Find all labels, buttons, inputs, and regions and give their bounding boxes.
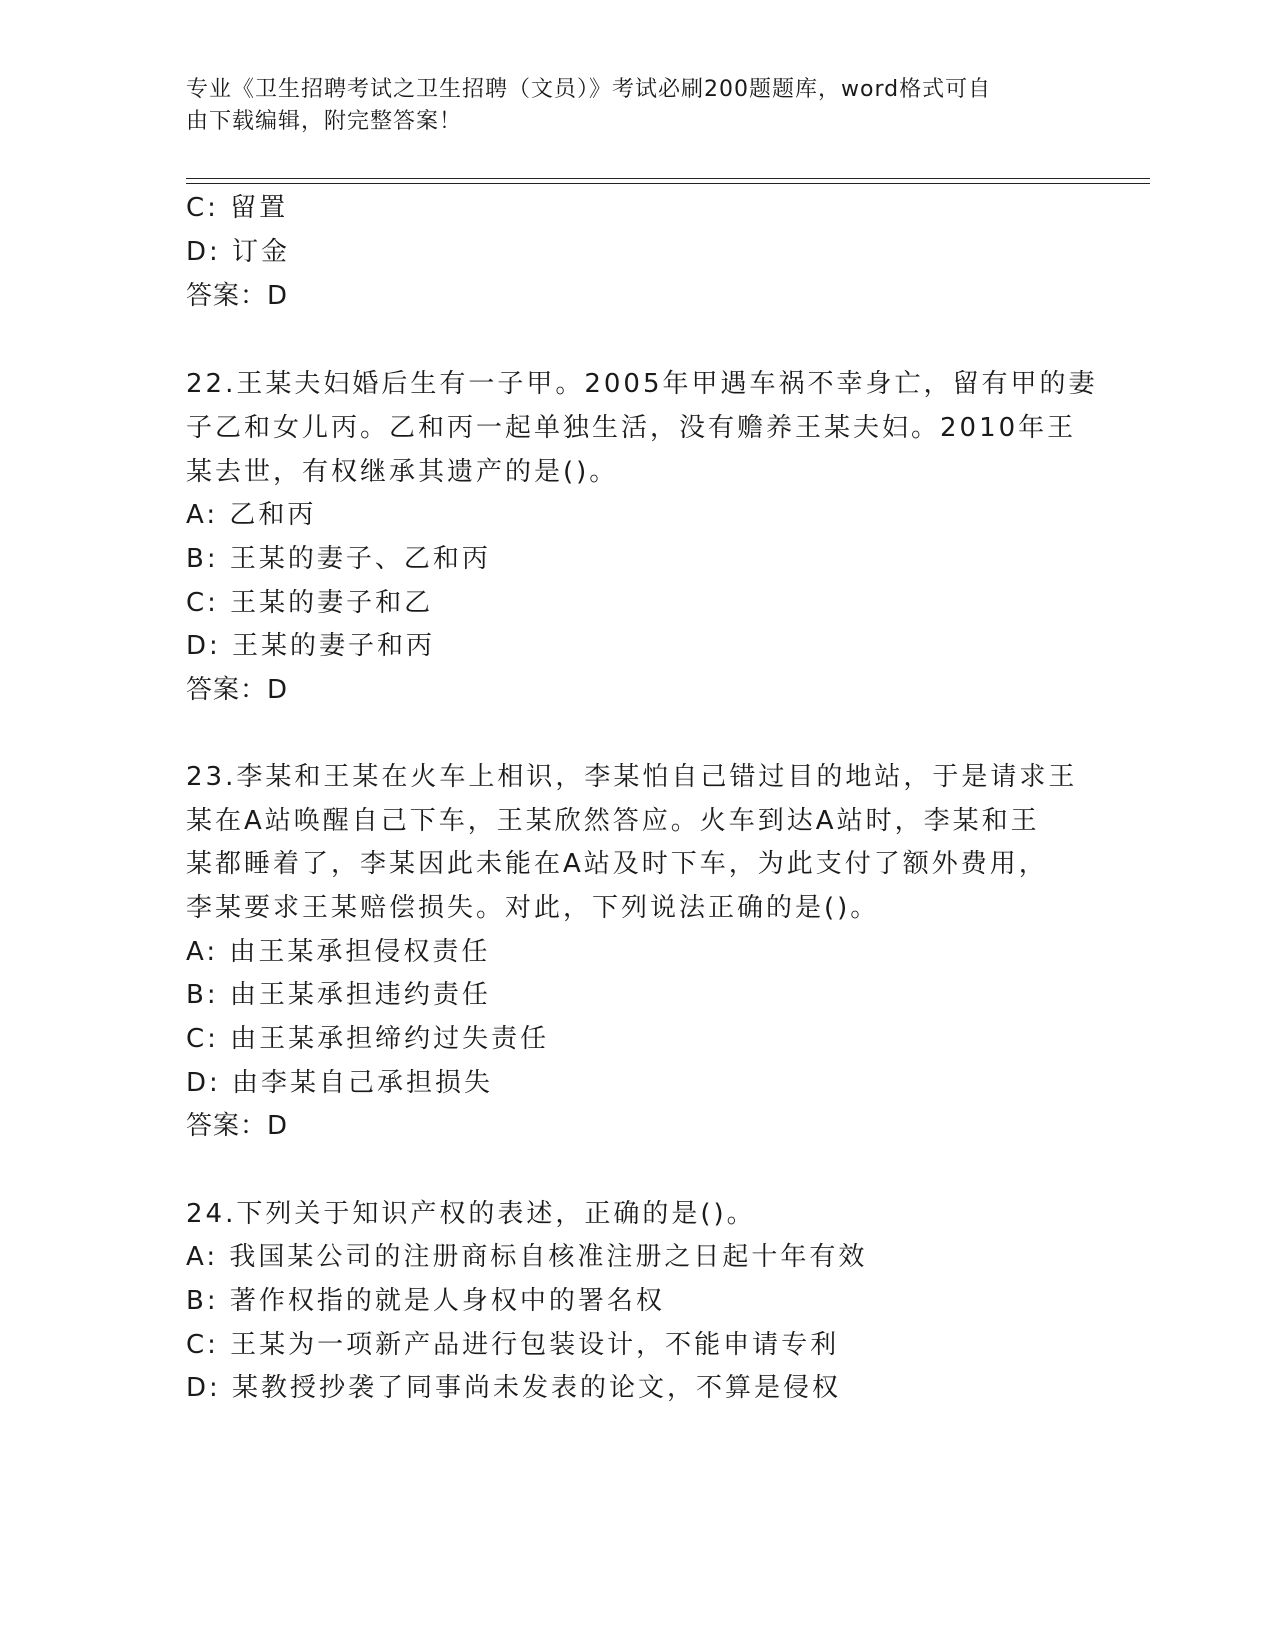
q22-answer: 答案：D <box>186 675 289 705</box>
q23-stem-line-2: 某在A站唤醒自己下车，王某欣然答应。火车到达A站时，李某和王 <box>186 806 1040 836</box>
q21-option-d: D: 订金 <box>186 237 291 267</box>
q21-option-c: C: 留置 <box>186 193 289 223</box>
q23-stem-line-1: 23.李某和王某在火车上相识，李某怕自己错过目的地站，于是请求王 <box>186 762 1078 792</box>
q24-stem-line-1: 24.下列关于知识产权的表述，正确的是()。 <box>186 1199 756 1229</box>
q23-option-a: A: 由王某承担侵权责任 <box>186 937 491 967</box>
q22-option-d: D: 王某的妻子和丙 <box>186 631 436 661</box>
q24-option-d: D: 某教授抄袭了同事尚未发表的论文，不算是侵权 <box>186 1373 842 1403</box>
q24-option-b: B: 著作权指的就是人身权中的署名权 <box>186 1286 665 1316</box>
q23-option-d: D: 由李某自己承担损失 <box>186 1068 494 1098</box>
q22-option-a: A: 乙和丙 <box>186 500 317 530</box>
q23-answer: 答案：D <box>186 1111 289 1141</box>
page-header <box>186 74 1066 138</box>
header-line-1: 专业《卫生招聘考试之卫生招聘（文员）》考试必刷200题题库，word格式可自 <box>186 77 992 102</box>
header-divider-bottom <box>186 183 1150 184</box>
q23-option-c: C: 由王某承担缔约过失责任 <box>186 1024 550 1054</box>
q23-stem-line-4: 李某要求王某赔偿损失。对此，下列说法正确的是()。 <box>186 893 880 923</box>
q23-stem-line-3: 某都睡着了，李某因此未能在A站及时下车，为此支付了额外费用， <box>186 849 1048 879</box>
q22-stem-line-1: 22.王某夫妇婚后生有一子甲。2005年甲遇车祸不幸身亡，留有甲的妻 <box>186 369 1098 399</box>
q22-stem-line-3: 某去世，有权继承其遗产的是()。 <box>186 457 619 487</box>
q22-stem-line-2: 子乙和女儿丙。乙和丙一起单独生活，没有赡养王某夫妇。2010年王 <box>186 413 1077 443</box>
q22-option-c: C: 王某的妻子和乙 <box>186 588 434 618</box>
header-divider-top <box>186 178 1150 179</box>
q23-option-b: B: 由王某承担违约责任 <box>186 980 491 1010</box>
q24-option-a: A: 我国某公司的注册商标自核准注册之日起十年有效 <box>186 1242 868 1272</box>
header-line-2: 由下载编辑，附完整答案！ <box>186 109 463 134</box>
q24-option-c: C: 王某为一项新产品进行包装设计，不能申请专利 <box>186 1330 840 1360</box>
q21-answer: 答案：D <box>186 281 289 311</box>
q22-option-b: B: 王某的妻子、乙和丙 <box>186 544 491 574</box>
